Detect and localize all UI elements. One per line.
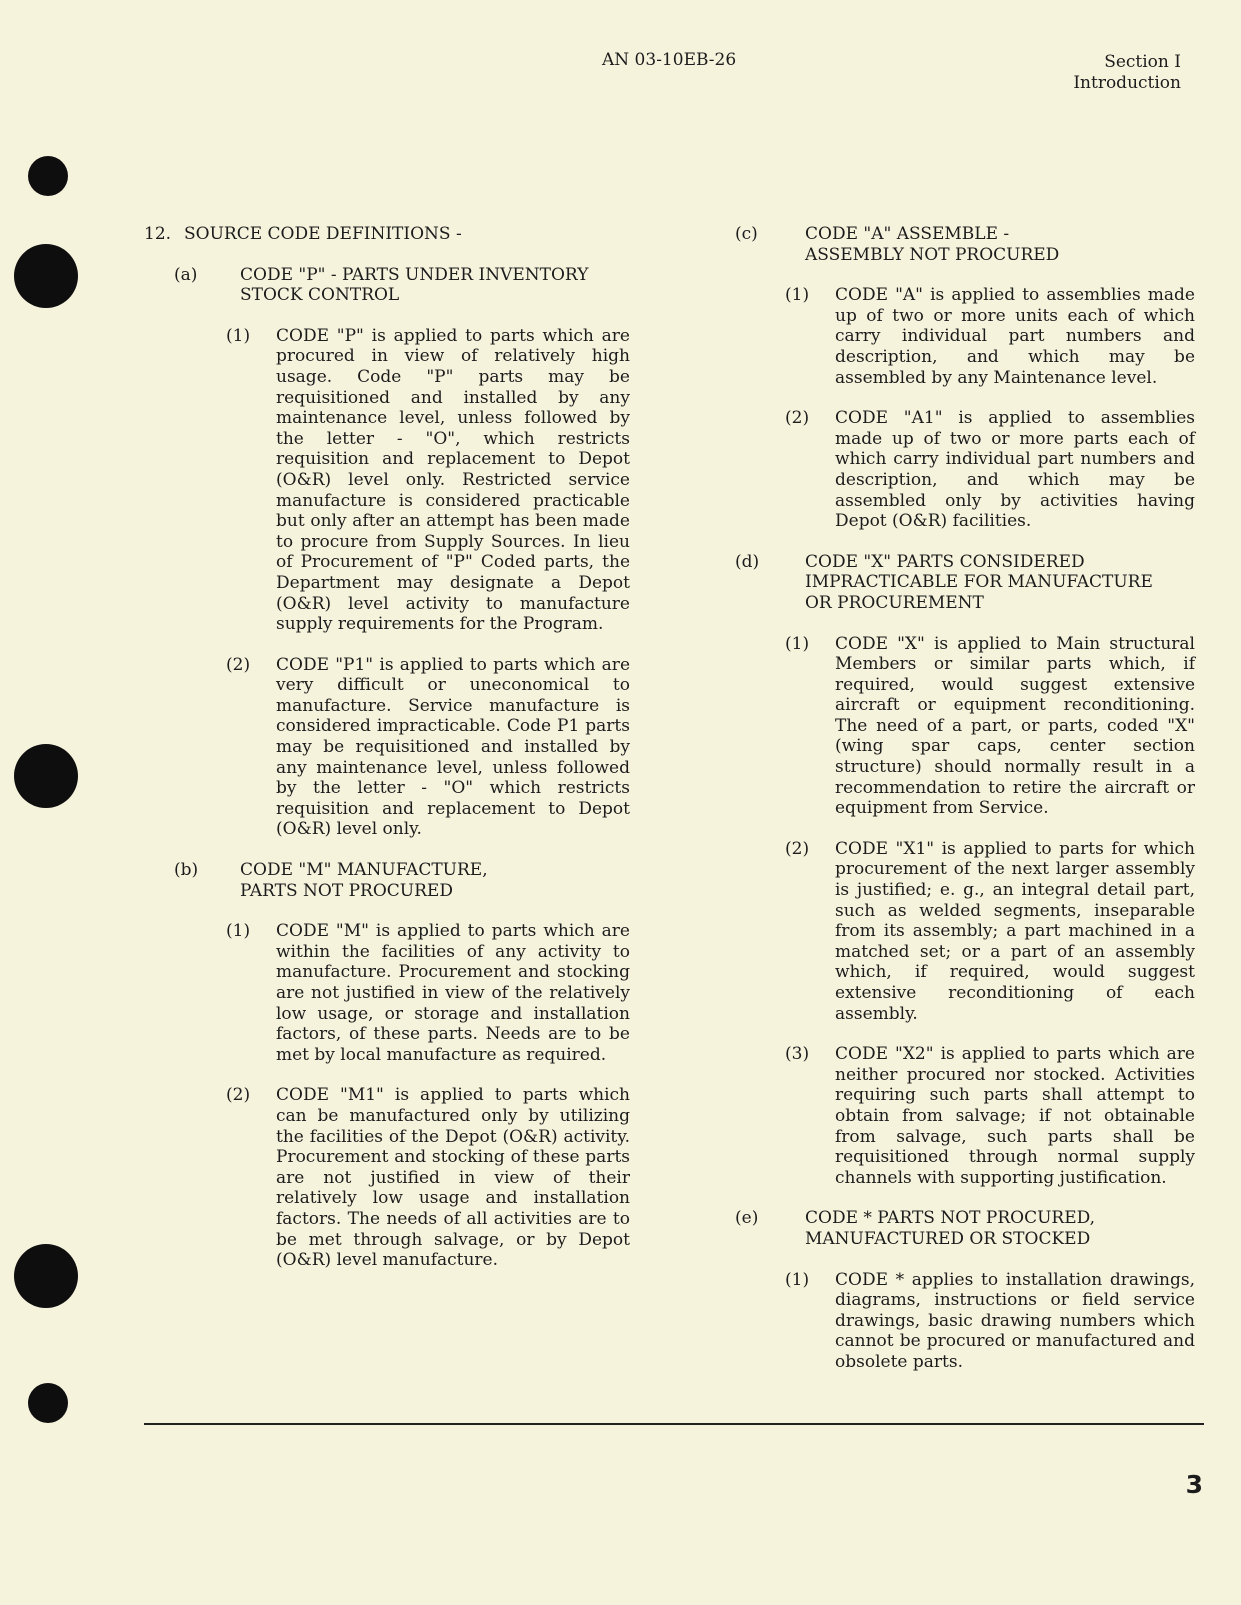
subsection-d-heading [733, 552, 1203, 614]
item-number: (1) [226, 325, 251, 346]
item-number: (2) [226, 654, 251, 675]
item-text: CODE "M1" is applied to parts which can be manufactured only by utilizing the facilities of the Depot (O&R) activity. Procurement and stocking of these parts are not justified in view of their relatively low usage and installation factors. The needs of all activities are to be met through salvage, or by Depot (O&R) level manufacture. [276, 1085, 630, 1271]
subsection-title-line: CODE "X" PARTS CONSIDERED [805, 551, 1085, 572]
subsection-title-line: CODE "A" ASSEMBLE - [805, 224, 1010, 244]
subsection-label: (b) [174, 860, 199, 881]
list-item [144, 326, 644, 635]
subsection-title-line: CODE * PARTS NOT PROCURED, [805, 1208, 1096, 1229]
item-text: CODE "X1" is applied to parts for which procurement of the next larger assembly is justified; e. g., an integral detail part, such as welded segments, inseparable from its assembly; a part machined in a matched set; or a part of an assembly which, if required, would suggest extensive reconditioning of each assembly. [835, 838, 1195, 1024]
subsection-title-line: MANUFACTURED OR STOCKED [805, 1228, 1091, 1249]
item-number: (2) [785, 838, 810, 859]
section-title: Introduction [1073, 73, 1181, 93]
subsection-title-line: ASSEMBLY NOT PROCURED [805, 244, 1060, 265]
subsection-title-line: OR PROCUREMENT [805, 592, 984, 613]
paragraph-heading [144, 224, 644, 245]
section-label: Section I [1104, 52, 1181, 72]
paragraph-number: 12. [144, 224, 172, 244]
paragraph-title: SOURCE CODE DEFINITIONS - [184, 224, 462, 244]
list-item [144, 1085, 644, 1270]
right-column [733, 224, 1203, 1393]
list-item [144, 921, 644, 1065]
page-number: 3 [1185, 1470, 1203, 1499]
list-item [144, 655, 644, 840]
document-id: AN 03-10EB-26 [602, 50, 737, 70]
binder-hole [14, 244, 78, 308]
section-header [1073, 52, 1181, 94]
subsection-a-heading [144, 265, 644, 306]
item-number: (3) [785, 1044, 810, 1065]
binder-hole [14, 1244, 78, 1308]
item-text: CODE "X2" is applied to parts which are neither procured nor stocked. Activities requiring such parts shall attempt to obtain from salvage; if not obtainable from salvage, such parts shall be requisitioned through normal supply channels with supporting justification. [835, 1044, 1195, 1188]
subsection-c-heading [733, 224, 1203, 265]
subsection-title-line: CODE "M" MANUFACTURE, [240, 860, 488, 881]
binder-hole [28, 156, 68, 196]
binder-hole [14, 744, 78, 808]
item-text: CODE "M" is applied to parts which are within the facilities of any activity to manufacture. Procurement and stocking are not justified in view of the relatively low usage, or storage and installation factors, of these parts. Needs are to be met by local manufacture as required. [276, 921, 630, 1065]
subsection-b-heading [144, 860, 644, 901]
list-item [733, 839, 1203, 1024]
list-item [733, 1270, 1203, 1373]
list-item [733, 1044, 1203, 1188]
item-text: CODE "A" is applied to assemblies made up of two or more units each of which carry individual part numbers and description, and which may be assembled by any Maintenance level. [835, 285, 1195, 388]
left-column [144, 224, 644, 1291]
subsection-title-line: CODE "P" - PARTS UNDER INVENTORY [240, 264, 589, 285]
footer-rule [144, 1423, 1204, 1425]
subsection-label: (c) [735, 224, 758, 244]
subsection-label: (e) [735, 1208, 759, 1229]
item-text: CODE "X" is applied to Main structural Members or similar parts which, if required, would suggest extensive aircraft or equipment reconditioning. The need of a part, or parts, coded "X" (wing spar caps, center section structure) should normally result in a recommendation to retire the aircraft or equipment from Service. [835, 633, 1195, 819]
list-item [733, 408, 1203, 532]
subsection-title-line: IMPRACTICABLE FOR MANUFACTURE [805, 572, 1153, 593]
subsection-title-line: STOCK CONTROL [240, 285, 400, 306]
list-item [733, 634, 1203, 819]
subsection-title-line: PARTS NOT PROCURED [240, 880, 453, 901]
item-text: CODE "P1" is applied to parts which are very difficult or uneconomical to manufacture. Service manufacture is considered impracticable. Code P1 parts may be requisitioned and installed by any maintenance level, unless followed by the letter - "O" which restricts requisition and replacement to Depot (O&R) level only. [276, 654, 630, 840]
item-number: (1) [785, 633, 810, 654]
item-number: (1) [226, 921, 251, 942]
subsection-e-heading [733, 1208, 1203, 1249]
subsection-label: (a) [174, 264, 198, 285]
item-text: CODE "A1" is applied to assemblies made up of two or more parts each of which carry individual part numbers and description, and which may be assembled only by activities having Depot (O&R) facilities. [835, 408, 1195, 532]
item-number: (2) [226, 1085, 251, 1106]
subsection-label: (d) [735, 551, 760, 572]
item-number: (1) [785, 285, 810, 306]
item-text: CODE * applies to installation drawings, diagrams, instructions or field service drawings, basic drawing numbers which cannot be procured or manufactured and obsolete parts. [835, 1269, 1195, 1372]
item-number: (1) [785, 1269, 810, 1290]
item-number: (2) [785, 408, 810, 429]
item-text: CODE "P" is applied to parts which are procured in view of relatively high usage. Code "P" parts may be requisitioned and installed by any maintenance level, unless followed by the letter - "O", which restricts requisition and replacement to Depot (O&R) level only. Restricted service manufacture is considered practicable but only after an attempt has been made to procure from Supply Sources. In lieu of Procurement of "P" Coded parts, the Department may designate a Depot (O&R) level activity to manufacture supply requirements for the Program. [276, 325, 630, 635]
binder-hole [28, 1383, 68, 1423]
list-item [733, 285, 1203, 388]
